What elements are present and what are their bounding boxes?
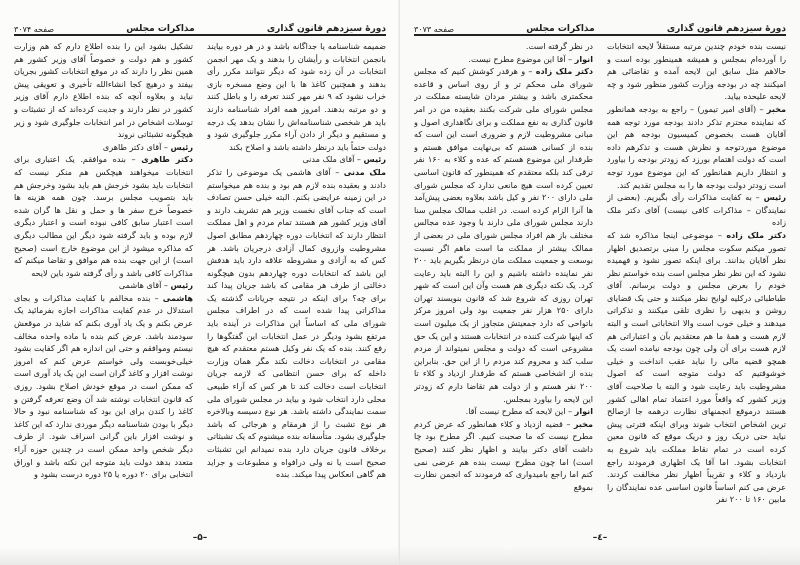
column-left (14, 40, 193, 520)
paragraph: رئیس – آقای دکتر طاهری (102, 141, 193, 152)
header-rule (14, 34, 386, 36)
speaker-name: رئیس (363, 154, 386, 165)
column-right (207, 40, 386, 520)
paragraph: دکتر ملک زاده – و هرقدر کوشش کنیم که مجلس شورای ملی محکم تر و از روی اساس و قاعده محکمتری باشد و بیشتر مردان شایسته مملکت در مجلس شورای ملی شرکت بکنند بعقیده من در امر قانون گذاری به نفع مملکت و برای نگاهداری اصول و مبانی مشروطیت لازم و ضروری است این است که بنده از کسانی هستم که بی‌نهایت موافق هستم و طرفدار این موضوع هستم که عده و کلاء به ۱۶۰ نفر ترقی کند بلکه معتقدم که همینطور که قانون اساسی تعیین کرده است هیچ مانعی ندارد که مجلس شورای ملی دارای ۲۰۰ نفر و کیل باشد بعلاوه بعضی پیش‌آمد ها آنرا الزام کرده است. در اغلب ممالک مجلس سنا دارند مجلس شورای ملی دارند با وجود عده مجالس مختلف باز هم افراد مجلس شورای ملی در بعضی از ممالک بیشتر از مملکت ما است ماهم اگر نسبت بوسعت و جمعیت مملکت مان درنظر بگیریم باید ۲۰۰ نفر نماینده داشته باشیم و این را البته باید رعایت کرد. یک نکته دیگری هم هست وآن این است که شهر تهران روزی که شروع شد که قانون بنویسند تهران دارای ۲۵۰ هزار نفر جمعیت بود ولی امروز مرکز باتواحی که دارد جمعیتش متجاوز از یک میلیون است که اینها شرکت کننده در انتخابات هستند و این یک حق مشروعی است که دولت و مجلس نمیتواند از مردم سلب کند و محروم کند مردم را از این حق. بنابراین بنده از اشخاصی هستم که طرفدار ازدیاد و کلاء تا ۲۰۰ نفر هستم و از دولت هم تقاضا دارم که زودتر این لایحه را بیاورد بمجلس. (414, 66, 593, 404)
paragraph: در نظر گرفته است. (525, 41, 593, 51)
paragraph: مخبر – قضیه ازدیاد و کلاء همانطور که عرض کردم مطرح نیست که ما صحبت کنیم. اگر مطرح بود چا داشت آقای دکتر بیایند و اظهار نظر کنند (صحیح است) اما چون مطرح نیست بنده هم عرضی نمی کنم اما راجع بامیدواری که فرمودند که انجمن نظارت بموقع (414, 418, 593, 492)
paragraph: انوار – آقا این موضوع مطرح نیست. (468, 53, 593, 64)
header-center: مذاکرات مجلس (126, 24, 195, 34)
paragraph: نیست بنده خودم چندین مرتبه مستقلاً لایحه انتخابات را آورده‌ام بمجلس و همیشه همینطور بوده است و حالاهم مثل سابق این لایحه آمده و تقاضائی هم امیکنند چه در بودجه وزارت کشور منظور شود و چه لایحه علیحده بیاید. (607, 41, 786, 102)
header-title: دورهٔ سیزدهم قانون گذاری (266, 24, 386, 34)
paragraph: ضمیمه شناسنامه یا جداگانه باشد و در هر دوره بیایند بانجمن انتخابات و رأیشان را بدهند و یک مهر انجمن انتخابات در آن زده شود که دیگر نتوانند مکرر رأی بدهند و همچنین کاغذ ها با این وضع مسخره بازی خراب نشود که ۹ نفر مهر کنند تعرفه را و باطل کنند و دو مرتبه بدهند. امروز همه افراد شناسنامه دارند باید هر شخصی شناسنامه‌اش را نشان بدهد یک درجه و مستقیم و دیگر از دادن آراء مکرر جلوگیری شود و دولت حتماً باید درنظر داشته باشد و اصلاح بکند (207, 41, 386, 152)
text-columns (14, 40, 386, 520)
speaker-name: دکتر طاهری (141, 154, 193, 165)
speaker-name: انوار (574, 53, 593, 64)
speaker-name: دکتر ملک زاده (535, 66, 593, 77)
speaker-name: ملک مدنی (343, 166, 386, 177)
paragraph: انوار – این لایحه که مطرح نیست آقا. (465, 406, 593, 417)
text-columns (414, 40, 786, 520)
scan-shadow (400, 547, 800, 565)
paragraph: مخبر – (آقای امیر تیمور) – راجع به بودجه همانطور که نماینده محترم تذکر دادند بودجه مورد توجه همه آقایان هست بخصوص کمیسیون بودجه هم این موضوع موردتوجه و نظرش هست و تذکرهم داده است که دولت اهتمام بورزد که زودتر بودجه را بیاورد و انتظار داریم همانطور که این موضوع مورد توجه است زودتر دولت بودجه ها را به مجلس تقدیم کند. (607, 103, 786, 190)
speaker-name: مخبر (766, 103, 786, 114)
page-header (14, 20, 386, 34)
folio-number: –۵– (192, 533, 208, 543)
page-header (414, 20, 786, 34)
paragraph: هاشمی – بنده مخالفم با کفایت مذاکرات و بجای استدلال در عدم کفایت مذاکرات اجازه بفرمائید یک عرض بکنم و یک یاد آوری بکنم که شاید در موقعش سودمند باشد. عرض کنم بنده با ماده واحده مخالف نیستم وموافقم و حتی این اندازه هم اگر کفایت بشود خیلی‌خوبست ولی خواستم عرض کنم که امروز نوشت افزار و کاغذ گران است این یک یاد آوری است که ممکن است در موقع خودش اصلاح بشود. روزی که قانون انتخابات نوشته شد آن وضع تعرفه گرفتن و کاغذ را کندن برای این بود که شناسنامه نبود و حالا دیگر با بودن شناسنامه دیگر موردی ندارد که این کاغذ و نوشت افزار باین گرانی اسراف شود. از طرف دیگر شخص واحد ممکن است در چندین حوزه آراء متعدد بدهد دولت باید متوجه این نکته باشد و اوراق انتخابی برای ۲۰ دوره یا ۲۵ دوره درست بشود و (14, 292, 193, 480)
folio-number: –٤– (592, 533, 608, 543)
speaker-name: رئیس (763, 192, 786, 203)
paragraph: رئیس – آقای ملک مدنی (302, 154, 386, 165)
speaker-name: دکتر ملک زاده (726, 229, 786, 240)
page-number: صفحه ۳۰۷۴ (14, 25, 55, 34)
page-number: صفحه ۳۰۷۳ (414, 25, 455, 34)
speaker-name: رئیس (170, 280, 193, 291)
speaker-name: مخبر (573, 418, 593, 429)
column-right (607, 40, 786, 520)
paragraph: رئیس – به کفایت مذاکرات رأی بگیریم. (بعضی از نمایندگان – مذاکرات کافی نیست) آقای دکتر ملک زاده (607, 192, 786, 228)
header-rule (414, 34, 786, 36)
paragraph: ملک مدنی – آقای هاشمی یک موضوعی را تذکر دادند و بعقیده بنده لازم هم بود و بنده هم میخواستم در این زمینه عرایضی بکنم. البته خیلی حسن تصادف است که جناب آقای نخست وزیر هم تشریف دارند و آقای وزیر کشور هم هستند تمام مردم و اهل مملکت انتظار دارند که انتخابات دوره چهاردهم مطابق اصول مشروطیت وازروی کمال آزادی درجریان باشد. هر کس که به آزادی و مشروطه علاقه دارد باید هدفش این باشد که انتخابات دوره چهاردهم بدون هیچگونه دخالتی از طرف هر مقامی که باشد جریان پیدا کند برای چه؟ برای اینکه در نتیجه جریانات گذشته یک مذاکراتی پیدا شده است که در اطراف مجلس شورای ملی که اساساً این مذاکرات در آینده باید مرتفع بشود ودیگر در عمل انتخابات این گفتگوها را رفع کنند. بنده که یک نفر وکیل هستم معتقدم که هیچ مقامی در انتخابات دخالت نکند مگر همان وزارت داخله که برای حسن انتظامی که لازمه جریان انتخابات است دخالت کند تا هر کس که آراء طبیعی محلی دارد انتخاب شود و بیاید در مجلس شورای ملی سمت نمایندگی داشته باشد. هر نوع دسیسه وبالاخره هر نوع تشبث را از هرمقام و هرجائی که باشد جلوگیری بشود. متأسفانه بنده میشنوم که یک تشبثاتی برخلاف قانون جریان دارد بنده نمیدانم این تشبثات صحیح است یا نه ولی درافواه و مطبوعات و جراید هم گاهی انعکاس پیدا میکند. بنده (207, 166, 386, 480)
header-center: مذاکرات مجلس (526, 24, 595, 34)
header-title: دورهٔ سیزدهم قانون گذاری (666, 24, 786, 34)
speaker-name: انوار (574, 406, 593, 417)
paragraph: تشکیل بشود این را بنده اطلاع دارم که هم وزارت کشور و هم دولت و خصوصاً آقای وزیر کشور هم همین نظر را دارند که در موقع انتخابات کشور بجریان بیفتد و درهیچ کجا انشاءالله تأخیری و تعویقی پیش نیاید و بعلاوه آنچه که بنده اطلاع دارم آقای وزیر کشور در نظر دارند و جدیت کرده‌اند که از تشبثات و توسلات اشخاص در امر انتخابات جلوگیری شود و زیر هیچگونه تشبثاتی نروند (14, 41, 193, 140)
paragraph: دکتر ملک زاده – موضوعی اینجا مذاکره شد که تصور میکنم سکوت مجلس را مبنی برتصدیق اظهار نظر آقایان بدانند. برای اینکه تصور نشود و فهمیده نشود که این نظر نظر مجلس است بنده خواستم نظر خودم را بعرض مجلس و دولت برسانم. آقای طباطبائی درکلیه لوایح نظر میکنند و حتی یک قضایای روشن و بدیهی را نظری تلقی میکنند و تذکراتی میدهند و خیلی خوب است والا انتخاباتی است و البته لازم هست و همهٔ ما هم معتقدیم بآن و اعتباراتی هم لازم هست برای آن ولی چون بودجه نیامده است یک همچو قضیه مالی را نباید عقب انداخت و خیلی خوشوقتیم که دولت متوجه است که اصول مشروطیت باید رعایت شود و البته با صلاحیت آقای وزیر کشور که واقعاً مورد اعتماد تمام اهالی کشور هستند درموقع انجمنهای نظارت درهمه جا ازصالح ترین اشخاص انتخاب شوند وبرای اینکه فترتی پیش نیاید حتی دریک روز و دریک موقع که قانون معین کرده است در تمام نقاط مملکت باید شروع به انتخابات بشود. اما آقا یک اظهاری فرمودند راجع بازدیاد و کلاء و تقریباً اظهار نظر مخالفت کردند. عرض می کنم اساساً قانون اساسی عده نمایندگان را مابین ۱۶۰ تا ۲۰۰ نفر (607, 229, 786, 505)
speaker-name: هاشمی (162, 292, 193, 303)
column-left (414, 40, 593, 520)
paragraph: رئیس – آقای هاشمی (118, 280, 193, 291)
page-3073 (400, 0, 800, 565)
scan-shadow (0, 547, 400, 565)
paragraph: دکتر طاهری – بنده موافقم. یک اعتباری برای انتخابات میخواهند هیچکس هم منکر نیست که انتخابات باید بشود خرجش هم باید بشود وخرجش هم باید بتصویب مجلس برسد. چون همه هزینه ها خصوصاً خرج سفر ها و حمل و نقل ها گران شده است اعتبار سابق کافی نبوده است و اعتبار دیگری لازم بوده و باید گرفته شود دیگر این مطالب دیگری که مذاکره میشود از این موضوع خارج است (صحیح است) از این جهت بنده هم موافق و تقاضا میکنم که مذاکرات کافی باشد و رأی گرفته شود باین لایحه (14, 154, 193, 278)
speaker-name: رئیس (170, 141, 193, 152)
